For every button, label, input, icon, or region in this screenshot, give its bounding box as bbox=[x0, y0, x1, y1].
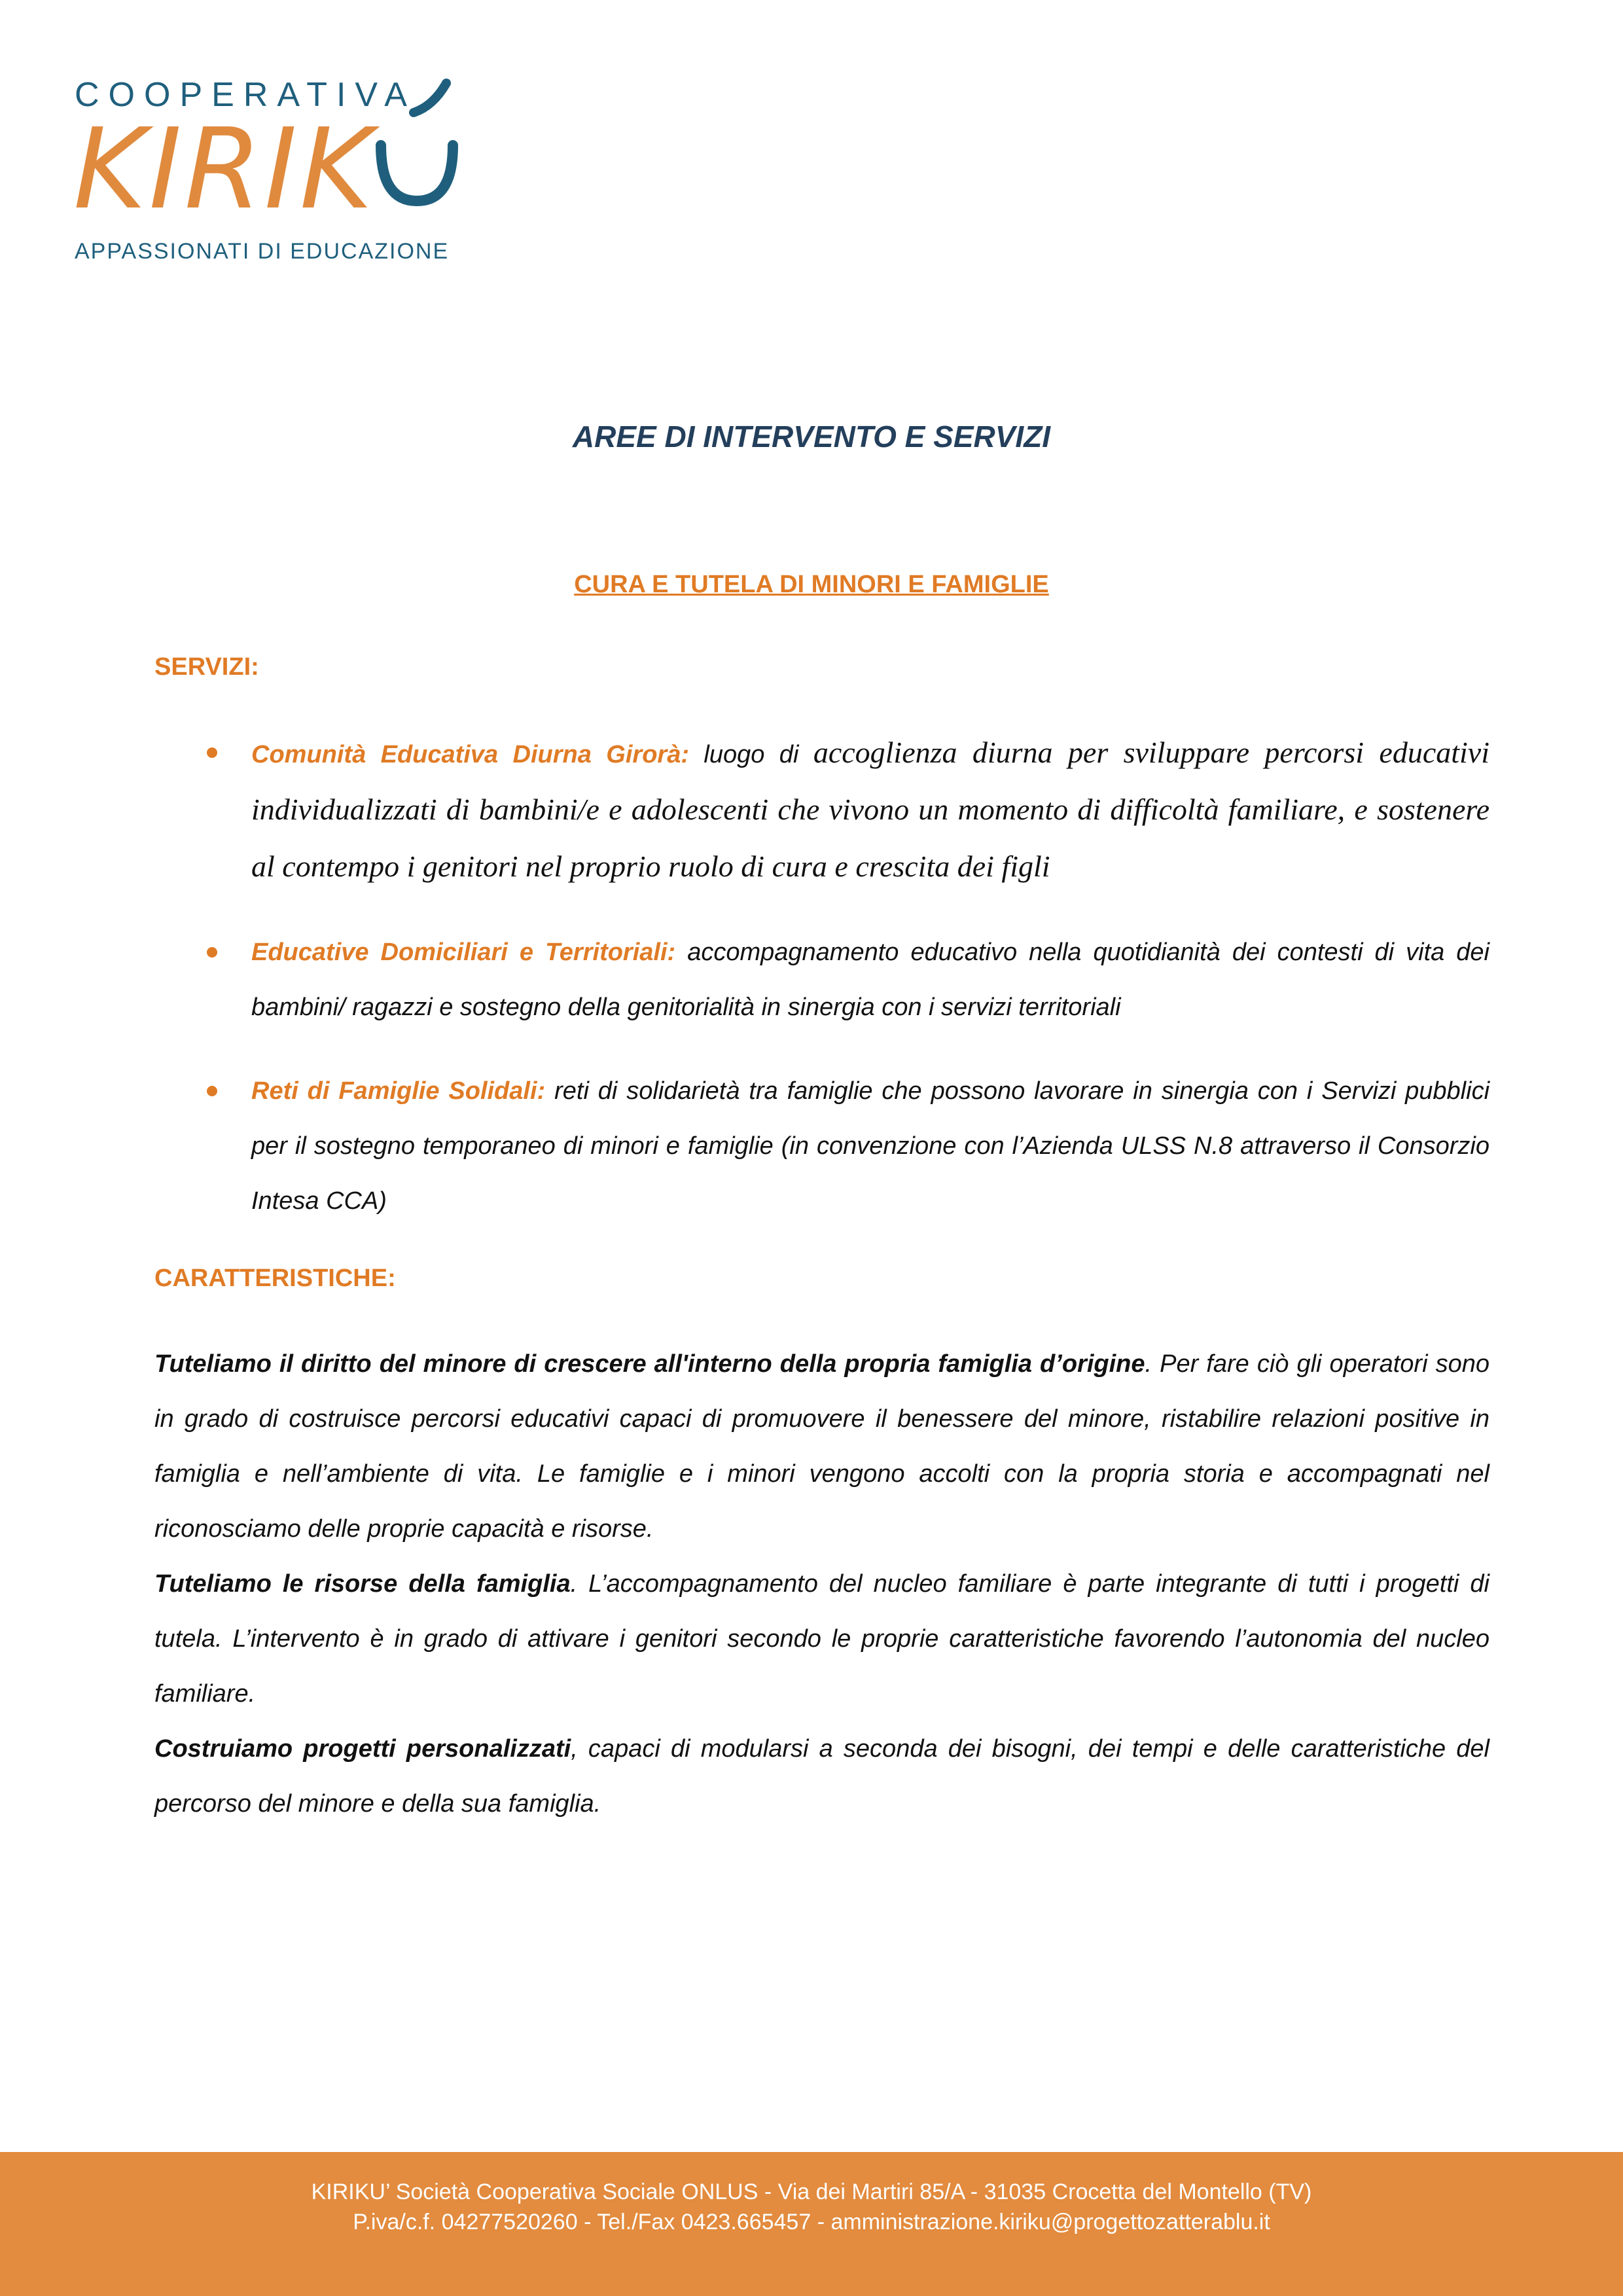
service-name: Reti di Famiglie Solidali: bbox=[251, 1077, 546, 1105]
bullet-icon bbox=[207, 747, 217, 758]
service-desc: accoglienza diurna per sviluppare percorsi educativi individualizzati di bambini/e e adolescenti che vivono un momento di difficoltà familiare, e sostenere al contempo i genitori nel proprio ruolo di cura e crescita dei figli bbox=[251, 736, 1489, 883]
characteristic-paragraph bbox=[154, 1336, 1489, 1556]
logo-top-text: COOPERATIVA bbox=[75, 76, 416, 114]
logo-u-shape bbox=[381, 145, 453, 201]
characteristics-text bbox=[154, 1336, 1489, 1831]
characteristics-label: CARATTERISTICHE: bbox=[154, 1265, 396, 1292]
bullet-icon bbox=[207, 947, 217, 958]
service-desc-start: luogo di bbox=[704, 741, 799, 768]
service-item-educative bbox=[154, 925, 1489, 1035]
footer-contacts: P.iva/c.f. 04277520260 - Tel./Fax 0423.665457 - amministrazione.kiriku@progettozatterablu.it bbox=[353, 2210, 1270, 2234]
section-title: CURA E TUTELA DI MINORI E FAMIGLIE bbox=[574, 571, 1049, 598]
characteristic-lead: Tuteliamo le risorse della famiglia bbox=[154, 1570, 571, 1598]
services-label: SERVIZI: bbox=[154, 653, 259, 681]
service-name: Comunità Educativa Diurna Girorà: bbox=[251, 741, 689, 768]
characteristic-body: . Per fare ciò gli operatori sono in grado di costruisce percorsi educativi capaci di promuovere il benessere del minore, ristabilire relazioni positive in famiglia e nell’ambiente di vita. Le famiglie e i minori vengono accolti con la propria storia e accompagnati nel riconosciamo delle proprie capacità e risorse. bbox=[154, 1350, 1489, 1543]
service-item-comunita bbox=[154, 725, 1489, 896]
characteristic-paragraph bbox=[154, 1721, 1489, 1831]
service-name: Educative Domiciliari e Territoriali: bbox=[251, 939, 676, 966]
kiriku-logo-graphic bbox=[73, 73, 466, 270]
service-desc: accompagnamento educativo nella quotidianità dei contesti di vita dei bambini/ ragazzi e sostegno della genitorialità in sinergia con i servizi territoriali bbox=[251, 939, 1490, 1021]
characteristic-body: . L’accompagnamento del nucleo familiare è parte integrante di tutti i progetti di tutela. L’intervento è in grado di attivare i genitori secondo le proprie caratteristiche favorendo l’autonomia del nucleo familiare. bbox=[154, 1570, 1489, 1708]
service-desc: reti di solidarietà tra famiglie che possono lavorare in sinergia con i Servizi pubblici per il sostegno temporaneo di minori e famiglie (in convenzione con l’Azienda ULSS N.8 attraverso il Consorzio Intesa CCA) bbox=[251, 1077, 1490, 1215]
characteristic-lead: Costruiamo progetti personalizzati bbox=[154, 1735, 571, 1763]
cooperativa-kiriku-logo bbox=[73, 73, 466, 270]
logo-main-text: KIRIK bbox=[73, 105, 376, 234]
footer-address: KIRIKU’ Società Cooperativa Sociale ONLUS - Via dei Martiri 85/A - 31035 Crocetta del Montello (TV) bbox=[311, 2179, 1312, 2204]
logo-tagline: APPASSIONATI DI EDUCAZIONE bbox=[75, 239, 450, 264]
page-title: AREE DI INTERVENTO E SERVIZI bbox=[572, 420, 1051, 454]
service-item-reti bbox=[154, 1064, 1489, 1229]
services-list bbox=[154, 725, 1489, 1257]
footer-bar bbox=[0, 2152, 1623, 2296]
logo-accent-mark bbox=[414, 83, 446, 113]
characteristic-body: , capaci di modularsi a seconda dei bisogni, dei tempi e delle caratteristiche del percorso del minore e della sua famiglia. bbox=[154, 1735, 1489, 1818]
characteristic-paragraph bbox=[154, 1556, 1489, 1721]
characteristic-lead: Tuteliamo il diritto del minore di crescere all'interno della propria famiglia d’origine bbox=[154, 1350, 1145, 1378]
bullet-icon bbox=[207, 1086, 217, 1096]
